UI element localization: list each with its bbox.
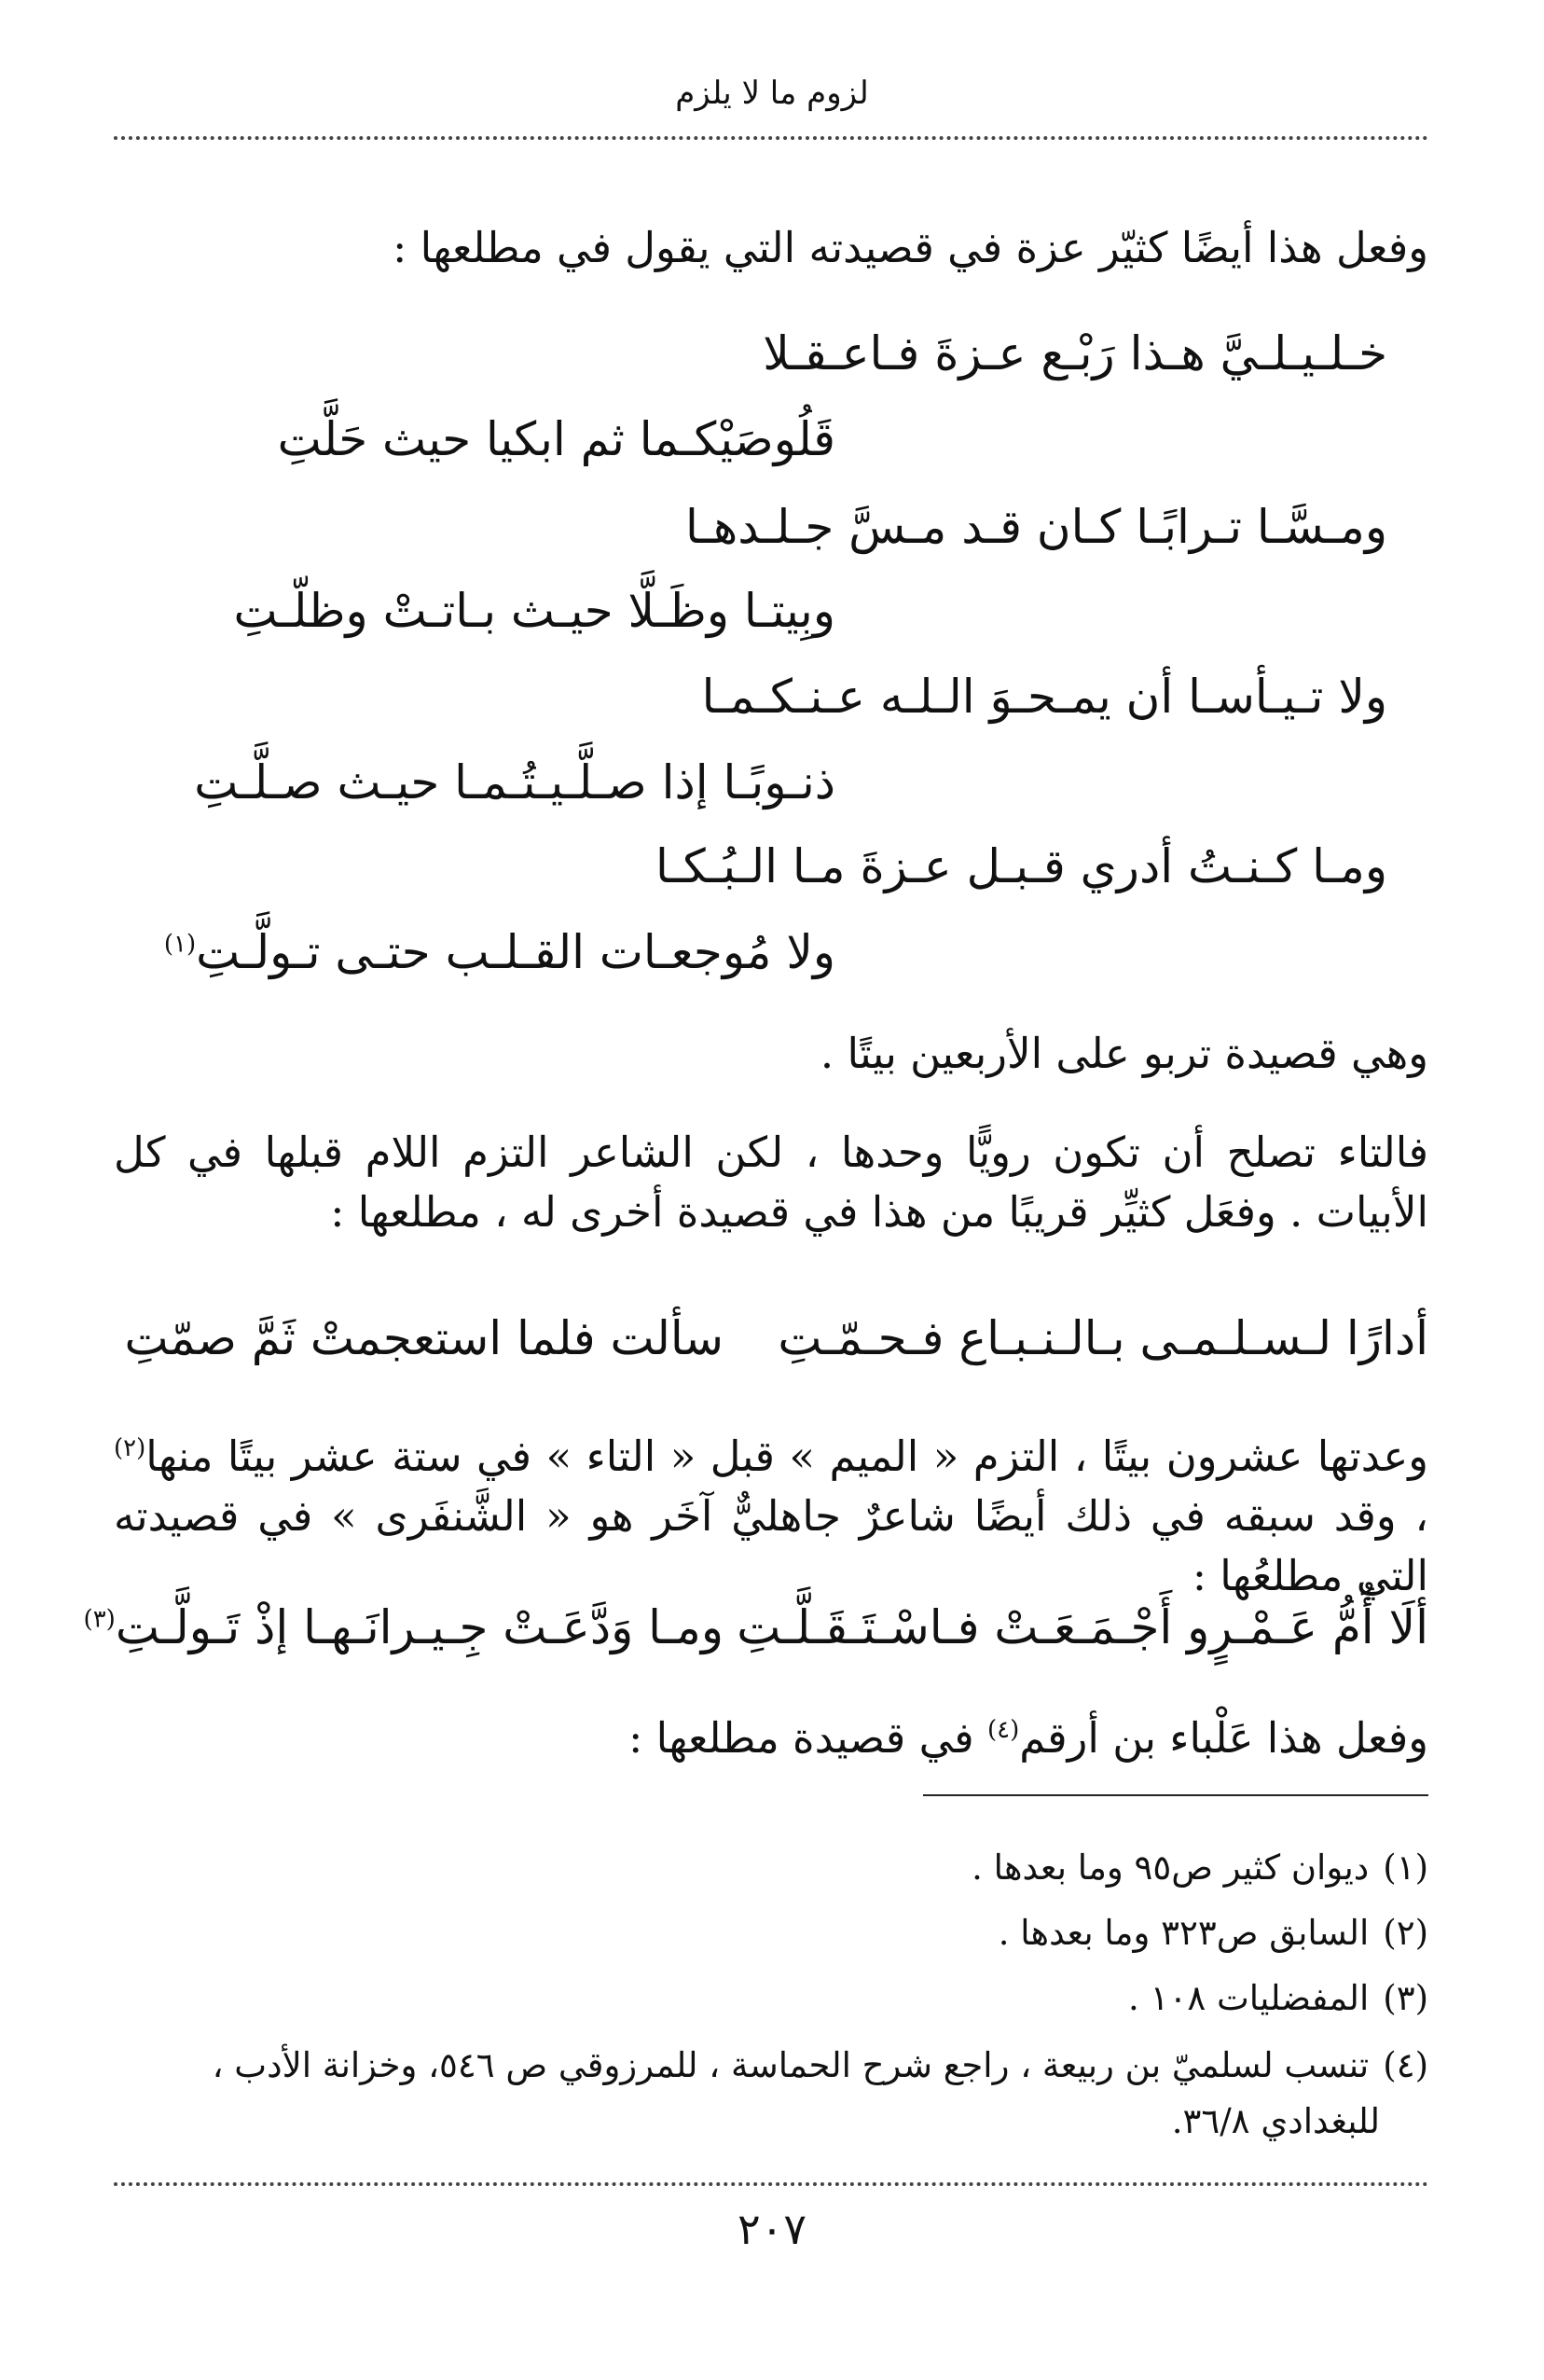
paragraph-3: فالتاء تصلح أن تكون رويًّا وحدها ، لكن الشاعر التزم اللام قبلها في كل الأبيات . وفعَل كثيِّر قريبًا من هذا في قصيدة أخرى له ، مطلعها : [114,1128,1428,1237]
verse-3-first-hemistich: ألَا أُمُّ عَـمْـرٍو أَجْـمَـعَـتْ فـاسْـتَـقَـلَّـتِ [737,1600,1428,1654]
footnote-4-text-2: للبغدادي ٣٦/٨. [1171,2101,1380,2141]
paragraph-5-start: وفعل هذا عَلْباء بن أرقم [1019,1713,1428,1763]
footnote-4 [114,2042,1428,2089]
footnote-2-number: (٢) [1383,1913,1428,1953]
footnote-4-continuation [114,2098,1428,2145]
footer-divider [114,2182,1428,2186]
footnote-1-text: ديوان كثير ص٩٥ وما بعدها . [972,1847,1370,1888]
poem-line-7: ومـا كـنـتُ أدري قـبـل عـزةَ مـا الـبُـكـا [655,839,1387,893]
paragraph-5-end: في قصيدة مطلعها : [628,1713,987,1763]
footnote-1-number: (١) [1383,1847,1428,1888]
poem-line-8 [164,921,835,983]
paragraph-4-start: وعدتها عشرون بيتًا ، التزم « الميم » قبل « التاء » في ستة عشر بيتًا منها [145,1432,1428,1481]
footnote-3-text: المفضليات ١٠٨ . [1128,1978,1370,2018]
poem-line-8-text: ولا مُوجعـات القـلـب حتـى تـولَّـتِ [196,925,835,979]
paragraph-5 [114,1710,1428,1766]
paragraph-4 [114,1427,1428,1606]
footnote-2 [114,1910,1428,1957]
footnote-2-text: السابق ص٣٢٣ وما بعدها . [998,1913,1370,1953]
verse-2-second-hemistich: سألت فلما استعجمتْ ثَمَّ صمّتِ [124,1311,724,1365]
poem-line-6: ذنـوبًـا إذا صـلَّـيـتُـمـا حيـث صـلَّـتِ [194,755,835,809]
paragraph-2: وهي قصيدة تربو على الأربعين بيتًا . [820,1029,1428,1078]
footnote-1 [114,1845,1428,1891]
verse-2-first-hemistich: أدارًا لـسـلـمـى بـالـنـبـاع فـحـمّـتِ [778,1311,1428,1365]
footnote-ref-1: (١) [163,930,197,959]
poem-line-4: وبِيتـا وظَـلَّا حيـث بـاتـتْ وظلّـتِ [233,584,835,638]
verse-3-second-hemistich [84,1597,724,1658]
page-number: ٢٠٧ [737,2204,807,2254]
footnote-divider [923,1794,1428,1796]
poem-line-5: ولا تـيـأسـا أن يمـحـوَ الـلـه عـنـكـمـا [701,670,1387,724]
paragraph-4-end: ، وقد سبقه في ذلك أيضًا شاعرٌ جاهليٌّ آخَر هو « الشَّنفَرى » في قصيدته التي مطلعُها : [114,1491,1428,1600]
footnote-ref-2: (٢) [114,1434,146,1462]
intro-paragraph: وفعل هذا أيضًا كثيّر عزة في قصيدته التي يقول في مطلعها : [393,223,1428,272]
footnote-4-number: (٤) [1383,2045,1428,2085]
poem-line-3: ومـسَّـا تـرابًـا كـان قـد مـسَّ جـلـدهـا [684,500,1387,554]
header-divider [114,136,1428,140]
footnote-4-text: تنسب لسلميّ بن ربيعة ، راجع شرح الحماسة ، للمرزوقي ص ٥٤٦، وخزانة الأدب ، [212,2045,1370,2085]
footnote-ref-4: (٤) [986,1716,1020,1744]
poem-line-2: قَلُوصَيْكـما ثم ابكيا حيث حَلَّتِ [277,412,835,466]
running-header: لزوم ما لا يلزم [675,75,869,112]
footnote-3-number: (٣) [1383,1978,1428,2018]
verse-3-second-text: ومـا وَدَّعَـتْ جِـيـرانَـهـا إذْ تَـولَّـتِ [115,1600,724,1654]
footnote-ref-3: (٣) [83,1605,116,1634]
poem-line-1: خـلـيـلـيَّ هـذا رَبْـع عـزةَ فـاعـقـلا [763,326,1387,381]
footnote-3 [114,1975,1428,2022]
